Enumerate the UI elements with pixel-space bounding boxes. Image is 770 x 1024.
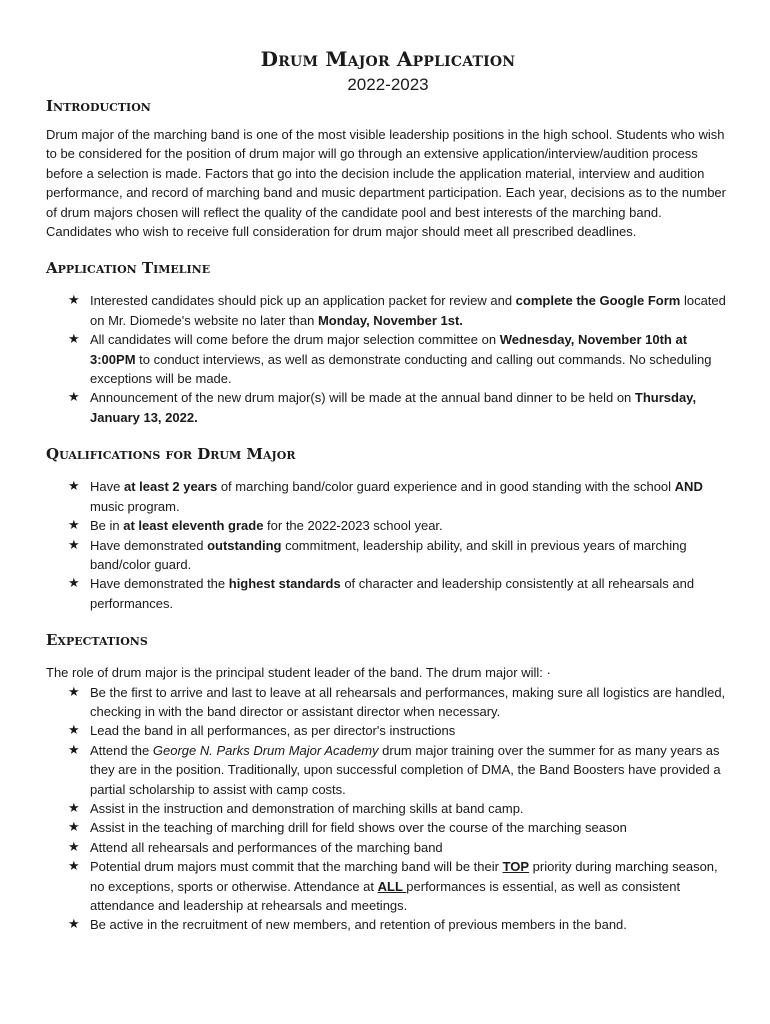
list-item: ★ Be in at least eleventh grade for the 2022-2023 school year. (68, 516, 730, 535)
star-bullet-icon: ★ (68, 800, 80, 816)
list-item: ★ All candidates will come before the drum major selection committee on Wednesday, November 10th at 3:00PM to conduct interviews, as well as demonstrate conducting and calling out commands. No scheduling exceptions will be made. (68, 332, 712, 387)
introduction-paragraph: Drum major of the marching band is one of the most visible leadership positions in the high school. Students who wish to be considered for the position of drum major will go through an extensive application/interview/audition process before a selection is made. Factors that go into the decision include the application material, interview and audition performance, and record of marching band and music department participation. Each year, decisions as to the number of drum majors chosen will reflect the quality of the candidate pool and best interests of the marching band. Candidates who wish to receive full consideration for drum major should meet all prescribed deadlines. (46, 127, 726, 240)
star-bullet-icon: ★ (68, 820, 80, 836)
qualifications-list (46, 477, 730, 613)
star-bullet-icon: ★ (68, 576, 80, 592)
star-bullet-icon: ★ (68, 518, 80, 534)
list-item: ★ Have demonstrated the highest standards of character and leadership consistently at all rehearsals and performances. (68, 576, 695, 611)
section-heading-introduction: Introduction (46, 97, 151, 115)
section-heading-expectations: Expectations (46, 631, 148, 650)
star-bullet-icon: ★ (68, 332, 80, 348)
star-bullet-icon: ★ (68, 859, 80, 875)
section-heading-timeline: Application Timeline (46, 259, 211, 278)
star-bullet-icon: ★ (68, 742, 80, 758)
list-item: ★ Lead the band in all performances, as per director's instructions (68, 721, 730, 740)
list-item: ★ Attend the George N. Parks Drum Major Academy drum major training over the summer for as many years as they are in the position. Traditionally, upon successful completion of DMA, the Band Boosters have provided a partial scholarship to assist with camp costs. (68, 742, 721, 797)
star-bullet-icon: ★ (68, 479, 80, 495)
list-item: ★ Attend all rehearsals and performances of the marching band (68, 838, 730, 857)
application-year: 2022-2023 (347, 75, 429, 94)
list-item: ★ Interested candidates should pick up an application packet for review and complete the Google Form located on Mr. Diomede's website no later than Monday, November 1st. (68, 293, 726, 328)
star-bullet-icon: ★ (68, 390, 80, 406)
expectations-intro: The role of drum major is the principal student leader of the band. The drum major will: · (46, 665, 551, 681)
list-item: ★ Assist in the instruction and demonstration of marching skills at band camp. (68, 799, 730, 818)
list-item: ★ Announcement of the new drum major(s) will be made at the annual band dinner to be held on Thursday, January 13, 2022. (68, 390, 697, 425)
expectations-list (46, 683, 730, 935)
star-bullet-icon: ★ (68, 917, 80, 933)
timeline-list (46, 291, 730, 427)
list-item: ★ Assist in the teaching of marching drill for field shows over the course of the marching season (68, 818, 730, 837)
list-item: ★ Be the first to arrive and last to leave at all rehearsals and performances, making sure all logistics are handled, checking in with the band director or assistant director when necessary. (68, 684, 726, 719)
section-heading-qualifications: Qualifications for Drum Major (46, 445, 296, 464)
star-bullet-icon: ★ (68, 537, 80, 553)
list-item: ★ Potential drum majors must commit that the marching band will be their TOP priority during marching season, no exceptions, sports or otherwise. Attendance at ALL performances is essential, as well as consistent attendance and leadership at rehearsals and meetings. (68, 859, 718, 913)
star-bullet-icon: ★ (68, 684, 80, 700)
list-item: ★ Have at least 2 years of marching band/color guard experience and in good standing with the school AND music program. (68, 479, 703, 514)
star-bullet-icon: ★ (68, 293, 80, 309)
star-bullet-icon: ★ (68, 723, 80, 739)
list-item: ★ Be active in the recruitment of new members, and retention of previous members in the band. (68, 915, 730, 934)
list-item: ★ Have demonstrated outstanding commitment, leadership ability, and skill in previous years of marching band/color guard. (68, 537, 687, 572)
star-bullet-icon: ★ (68, 839, 80, 855)
page-title: Drum Major Application (260, 47, 516, 71)
